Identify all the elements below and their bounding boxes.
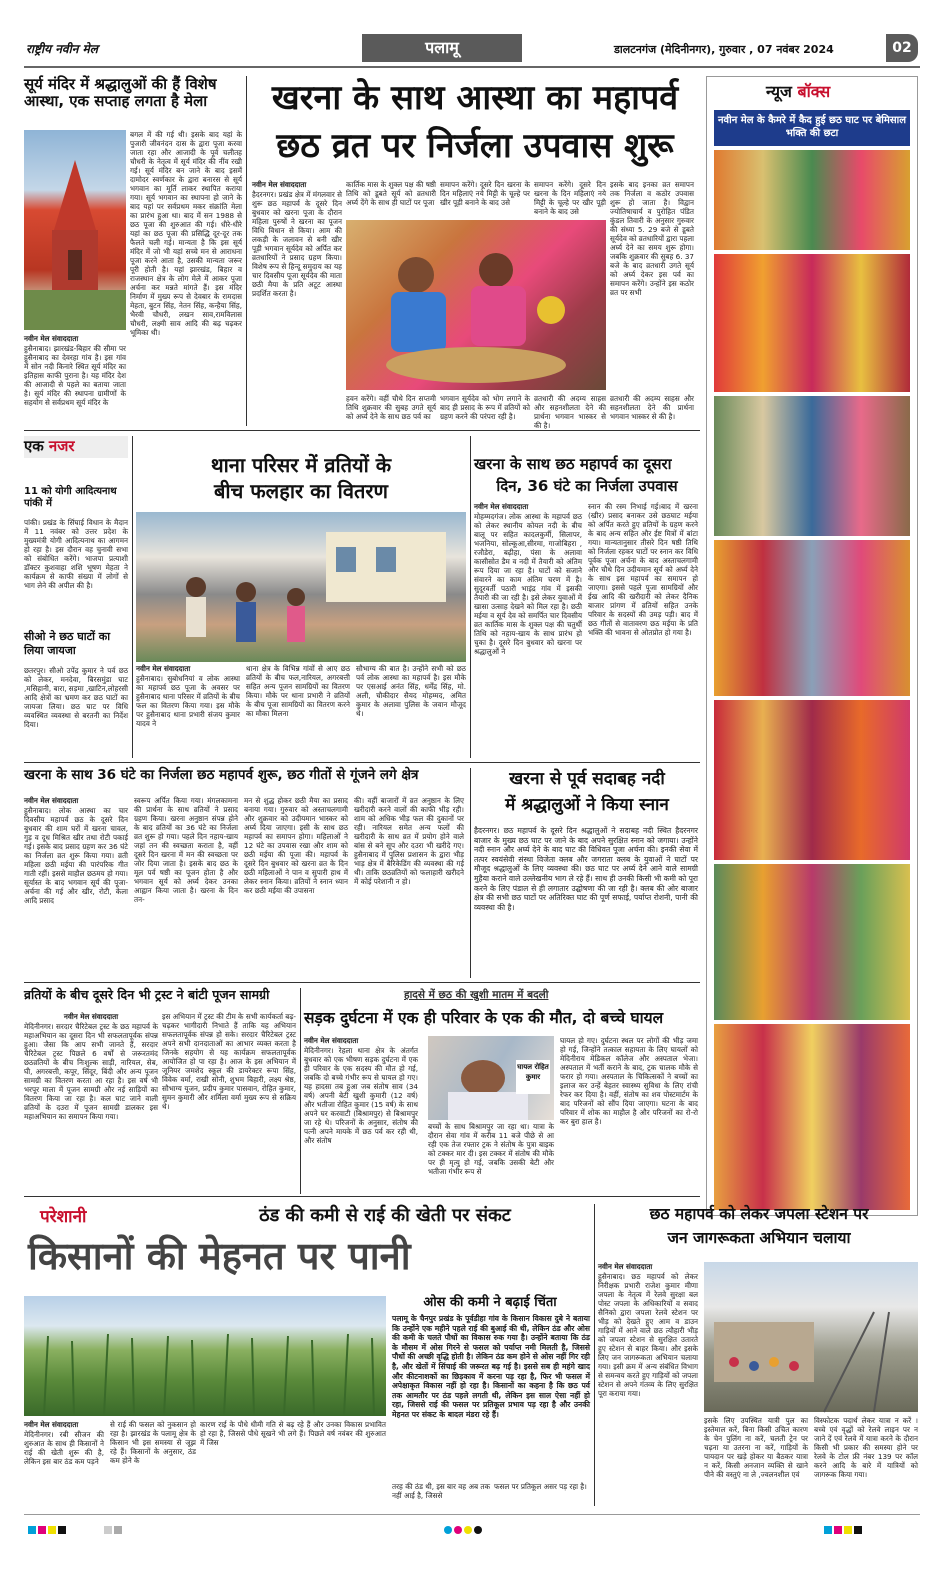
trust-headline: व्रतियों के बीच दूसरे दिन भी ट्रस्ट ने बांटी पूजन सामग्री bbox=[24, 987, 270, 1002]
kharna-illustration bbox=[346, 220, 606, 390]
injured-caption: घायल रोहित कुमार bbox=[516, 1060, 550, 1094]
accident-byline: नवीन मेल संवाददाता bbox=[304, 1036, 359, 1045]
accident-kicker: हादसे में छठ की खुशी मातम में बदली bbox=[404, 989, 549, 1001]
japla-col-2: इसके लिए उपस्थित यात्री पुल का इस्तेमाल करें, बिना किसी उचित कारण के चेन पुलिंग ना करें, चलती ट्रेन पर चढ़ना या उतरना ना करें, गाड़ियों के पायदान पर खड़े होकर या बैठकर यात्रा न करें, किसी अनजान व्यक्ति से खाने पीने की वस्तुएं ना ले ,ज्वलनशील एवं bbox=[704, 1416, 808, 1479]
kisan-byline: नवीन मेल संवाददाता bbox=[24, 1420, 79, 1429]
station-illustration bbox=[704, 1262, 918, 1412]
paper-name: राष्ट्रीय नवीन मेल bbox=[26, 42, 98, 56]
main-col-7: व्रतधारी की अदम्य साहस और सहनशीलता देने की प्रार्थना भगवान भास्कर से की है। bbox=[610, 394, 694, 421]
main-col-3b: समापन करेंगे। दूसरे दिन खरना के दिन महिलाएं नये मिट्टी के चूल्हे पर खीर पूड़ी बनाने के बाद उसे bbox=[534, 180, 606, 216]
kisan-col-3: कारण राई के पौधे धीमी गति से बढ़ रहे हैं और उनका विकास प्रभावित हो रहा है, जिससे पौधे सूखने भी लगे हैं। पिछले वर्ष नवंबर की शुरुआत में जिस bbox=[200, 1420, 386, 1447]
trust-col-1: मेदिनीनगर। सरदार चैरिटेबल ट्रस्ट के छठ महापर्व के महाअभियान का दूसरा दिन भी सफलतापूर्वक संपन्न हुआ। जैसा कि आप सभी जानते हैं, सरदार चैरिटेबल ट्रस्ट पिछले 6 वर्षों से जरूरतमंद छठव्रतियों के बीच निःशुल्क साड़ी, नारियल, सेब, घी, अगरबत्ती, कपूर, सिंदूर, बिंदी और अन्य पूजन सामग्री का वितरण करता आ रहा है। इस वर्ष भी भरपूर माला में पूजन सामग्री और नई साड़ियों का वितरण किया जा रहा है। कल घाट जाने वाली व्रतियों के दउरा में पूजन सामग्री डालकर इस महाअभियान का समापन किया गया। bbox=[24, 1022, 158, 1121]
ek-nazar-label-1: एक bbox=[24, 437, 44, 455]
surya-body-2: हुसैनाबाद। झारखंड-बिहार की सीमा पर हुसैनाबाद का देवरहा गांव है। इस गांव में सोन नदी किनारे स्थित सूर्य मंदिर का इतिहास काफी पुराना है। यह मंदिर देश की आजादी से पहले का बताया जाता है। सूर्य मंदिर की स्थापना ग्रामीणों के सहयोग से सर्वप्रथम सूर्य मंदिर के bbox=[24, 344, 126, 407]
thana-photo bbox=[136, 512, 466, 662]
kisan-col-4: तरह की ठंड थी, इस बार वह अब तक नहीं आई है, जिससे bbox=[392, 1482, 490, 1500]
news-box-label-2: बॉक्स bbox=[797, 82, 831, 101]
kisan-col-2: से राई की फसल को नुकसान हो रहा है। झारखंड के पलामू क्षेत्र के किसान भी इस समस्या से जूझ रहे हैं। किसानों के अनुसार, ठंड कम होने के bbox=[110, 1420, 196, 1465]
main-col-6: भगवान सूर्यदेव को भोग लगाने के बाद ही प्रसाद के रूप में व्रतियों को ग्रहण करने की परंपरा रही है। bbox=[440, 394, 530, 421]
temple-illustration bbox=[24, 130, 126, 330]
accident-col-1: मेदिनीनगर। रेहला थाना क्षेत्र के अंतर्गत बुधवार को एक भीषण सड़क दुर्घटना में एक ही परिवार के एक सदस्य की मौत हो गई, जबकि दो बच्चे गंभीर रूप से घायल हो गए। यह हादसा तब हुआ जब संतोष साव (34 वर्ष) अपनी बेटी खुशी कुमारी (12 वर्ष) और भतीजा रोहित कुमार (15 वर्ष) के साथ अपने घर करवाटी (बिश्रामपुर) से बिश्रामपुर जा रहे थे। परिजनों के अनुसार, संतोष की पत्नी अपने मायके में छठ पर्व कर रही थी, और संतोष bbox=[304, 1046, 418, 1145]
trust-byline: नवीन मेल संवाददाता bbox=[63, 1012, 119, 1021]
thana-illustration bbox=[136, 512, 466, 662]
surya-byline: नवीन मेल संवाददाता bbox=[24, 334, 79, 343]
ek-nazar-body-2: छतरपुर। सीओ उपेंद्र कुमार ने पर्व छठ को लेकर, मनदेवा, बिरसमुंडा घाट ,मसिहानी, बारा, सड़मा ,खाटिन,लोहरसी आदि क्षेत्रों का भ्रमण कर छठ घाटों का जायजा लिया। छठ घाट पर विधि व्यवस्थित व्यवस्था से बरतनी का निर्देश दिया। bbox=[24, 666, 128, 729]
ek-nazar-headline-2: सीओ ने छठ घाटों का लिया जायजा bbox=[24, 630, 111, 657]
thana-byline: नवीन मेल संवाददाता bbox=[136, 664, 191, 673]
gallery-photo-7 bbox=[714, 1024, 910, 1210]
japla-byline: नवीन मेल संवाददाता bbox=[598, 1262, 653, 1271]
kharna-din-col-2: स्नान की रस्म निभाई गई।बाद में खरना (खीर) प्रसाद बनाकर उसे छठघाट मईया को अर्पित करते हुए व्रतियों के ग्रहण करने के बाद अन्य सहित और ईष्ट मित्रों में बांटा गया। मान्यतानुसार तीसरे दिन षष्ठी तिथि को निर्जला रहकर घाटों पर स्नान कर विधि पूर्वक पूजा अर्चना के बाद अस्ताचलगामी और चौथे दिन उदीयमान सूर्य को अर्घ्य देने के साथ इस महापर्व का समापन हो जाएगा। इससे पहले पूजा सामग्रियों और ईख आदि की खरीदारी को लेकर दैनिक बाजार प्रांगण में व्रतियों सहित उनके परिवार के सदस्यों की उमड़ पड़ी। बाद में छठ गीतों से वातावरण छठ मईया के प्रति भक्ति की भावना से ओतप्रोत हो गया है। bbox=[588, 502, 698, 637]
gallery-photo-2 bbox=[714, 254, 910, 392]
hours36-col-2: स्वरूप अर्पित किया गया। मंगलकामना की प्रार्थना के साथ व्रतियों ने प्रसाद ग्रहण किया। खरना अनुष्ठान संपन्न होने के बाद व्रतियों का 36 घंटे का निर्जला व्रत शुरू हो गया। पहले दिन नहाय-खाय जहां तन की स्वच्छता कराता है, वहीं दूसरे दिन खरना में मन की स्वच्छता पर जोर दिया जाता है। इसके बाद छठ के मूल पर्व षष्ठी का पूजन होता है और भगवान सूर्य को अर्घ्य देकर उनका आह्वान किया जाता है। खरना के दिन तन- bbox=[134, 796, 238, 904]
thana-headline-2: बीच फलहार का वितरण bbox=[213, 479, 389, 503]
thana-headline-1: थाना परिसर में व्रतियों के bbox=[210, 453, 392, 477]
main-col-7b: व्रतधारी की अदम्य साहस और सहनशीलता देने की प्रार्थना भगवान भास्कर से की है। bbox=[534, 394, 606, 430]
kisan-box-title: ओस की कमी ने बढ़ाई चिंता bbox=[423, 1295, 557, 1310]
ek-nazar-headline-1: 11 को योगी आदित्यनाथ पांकी में bbox=[24, 486, 117, 509]
japla-headline-1: छठ महापर्व को लेकर जपला स्टेशन पर bbox=[649, 1205, 869, 1223]
mustard-field-photo bbox=[24, 1296, 386, 1416]
dateline: डालटनगंज (मेदिनीनगर), गुरुवार , 07 नवंबर 2024 bbox=[614, 43, 834, 56]
news-box-caption: नवीन मेल के कैमरे में कैद हुई छठ घाट पर बेमिसाल भक्ति की छटा bbox=[714, 110, 910, 146]
kisan-col-5: फसल पर प्रतिकूल असर पड़ रहा है। bbox=[494, 1482, 587, 1491]
surya-body-1: बगल में की गई थी। इसके बाद यहां के पुजारी जीवनंदन दास के द्वारा पूजा करवा जाता रहा और आजादी के पूर्व चलीतह चौधरी के नेतृत्व में सूर्य मंदिर की नींव रखी गई। सूर्य मंदिर बन जाने के बाद इसमें दामोदर स्वर्णकार के द्वारा बनारस से सूर्य भगवान का मूर्ति लाकर स्थापित कराया गया। सूर्य भगवान का स्थापना हो जाने के बाद यहां पर सर्वप्रथम मकर संक्रांति मेला का प्रारंभ हुआ था। बाद में सन 1988 से छठ पूजा की शुरुआत की गई। धीरे-धीरे यहां का छठ पूजा की प्रसिद्धि दूर-दूर तक फैलते चली गई। मान्यता है कि इस सूर्य मंदिर में जो भी यहां सच्चे मन से आराधना पूजा करने आता है, उसकी मान्यता जरूर पूरी होती है। यहां झारखंड, बिहार व राजस्थान क्षेत्र के लोग मेले में आकर पूजा अर्चना कर मन्नते मांगते हैं। इस मंदिर निर्माण में मुख्य रूप से देवबार के रामदास मेहता, बुटन सिंह, नेतन सिंह, कन्हैया सिंह, भैरवी चौधरी, लखन साव,रामविलास चौधरी, लक्ष्मी साव आदि की बढ़ चढ़कर भूमिका थी। bbox=[130, 130, 242, 337]
masthead bbox=[24, 34, 924, 64]
kisan-kicker: परेशानी bbox=[40, 1204, 136, 1228]
kharna-din-col-1: मोहम्मदगंज। लोक आस्था के महापर्व छठ को लेकर स्थानीय कोयल नदी के बीच बालू पर सहित कादलकुर्मी, सिलापर, भजनिया, सोल्कूआ,सीरमा, गाजोबिहरा , रजौडेरा, बढ़ीहा, पंसा के अलावा कासीसोत डैम व नदी में तैयारी को अंतिम रूप दिया जा रहा है। घाटों को सजाने संवारने का काम अंतिम चरण में है। सुदूरवर्ती पठारी भाइंद्र गांव में इसकी तैयारी की जा रही है। इसे लेकर युवाओं में खासा उत्साह देखने को मिल रहा है। छठी मईया व सूर्य देव को समर्पित चार दिवसीय व्रत कार्तिक मास के शुक्ल पक्ष की चतुर्थी तिथि को नहाय-खाय के साथ प्रारंभ हो चुका है। दूसरे दिन बुधवार को खरना पर श्रद्धालुओं ने bbox=[474, 512, 582, 656]
gallery-photo-3 bbox=[714, 396, 910, 536]
main-byline: नवीन मेल संवाददाता bbox=[252, 180, 307, 189]
kharna-photo bbox=[346, 220, 606, 390]
gallery-photo-1 bbox=[714, 150, 910, 250]
surya-headline: सूर्य मंदिर में श्रद्धालुओं की हैं विशेष आस्था, एक सप्ताह लगता है मेला bbox=[24, 75, 217, 111]
sadabah-body: हैदरनगर। छठ महापर्व के दूसरे दिन श्रद्धालुओं ने सदाबह नदी स्थित हैदरनगर बाजार के मुख्य छठ घाट पर जाने के बाद अपने सुरक्षित स्नान को जगाया। उन्होंने नदी स्नान और अर्घ्य देने के बाद घाट की विधिवत पूजा अर्चना की। इनकी सेवा में तत्पर स्वयंसेवी संस्था विजेता क्लब और जगराता क्लब के युवाओं ने घाटों पर मौजूद श्रद्धालुओं के लिए व्यवस्था की। छठ घाट पर अर्घ्य देने आने वाले सामग्री मुहैया कराने वाले उल्लेखनीय भाग ले रहे हैं। साथ ही उनकी किसी भी कमी को पूरा करने के लिए पंडाल से ही लगातार उद्घोषणा की जा रही है। क्लब की ओर बाजार क्षेत्र की सभी छठ घाटों पर अतिरिक्त घाट की पूर्ण सफाई, पर्याप्त रोशनी, पानी की व्यवस्था की है। bbox=[474, 826, 698, 912]
kisan-col-1: मेदिनीनगर। रबी सीजन की शुरुआत के साथ ही किसानों ने राई की खेती शुरू की है, लेकिन इस बार ठंड कम पड़ने bbox=[24, 1430, 104, 1466]
gallery-photo-4 bbox=[714, 540, 910, 696]
news-box-label bbox=[766, 80, 830, 102]
accident-col-3: घायल हो गए। दुर्घटना स्थल पर लोगों की भीड़ जमा हो गई, जिन्होंने तत्काल सहायता के लिए घायलों को मेदिनीराय मेडिकल कॉलेज और अस्पताल भेजा। अस्पताल में भर्ती कराने के बाद, ट्रक चालक मौके से फरार हो गया। अस्पताल के चिकित्सकों ने बच्चों का इलाज कर उन्हें बेहतर स्वास्थ्य सुविधा के लिए रांची रेफर कर दिया है। वहीं, संतोष का शव पोस्टमार्टम के बाद परिजनों को सौंप दिया जाएगा। घटना के बाद परिवार में शोक का माहौल है और परिजनों का रो-रो कर बुरा हाल है। bbox=[560, 1036, 698, 1126]
kisan-subhead: ठंड की कमी से राई की खेती पर संकट bbox=[259, 1205, 511, 1226]
main-col-3: समापन करेंगे। दूसरे दिन खरना के दिन महिलाएं नये मिट्टी के चूल्हे पर खीर पूड़ी बनाने के बाद उसे bbox=[440, 180, 530, 207]
gallery-photo-5 bbox=[714, 700, 910, 860]
hours36-col-1: हुसैनाबाद। लोक आस्था का चार दिवसीय महापर्व छठ के दूसरे दिन बुधवार की शाम घरों में खरना चावल, गुड़ व दूध मिश्रित खीर तथा रोटी पकाई गई। इसके बाद प्रसाद ग्रहण कर 36 घंटे का निर्जला व्रत शुरू किया गया। व्रती महिला छठी मईया की पारंपरिक गीत गाती रहीं। इससे माहौल छठमय हो गया। सूर्यास्त के बाद भगवान सूर्य की पूजा-अर्चना की गई और खीर, रोटी, केला आदि प्रसाद bbox=[24, 806, 128, 905]
station-photo bbox=[704, 1262, 918, 1412]
injured-photo bbox=[428, 1036, 554, 1120]
ek-nazar-label bbox=[24, 436, 128, 458]
hours36-col-4: की। वहीं बाजारों में व्रत अनुष्ठान के लिए खरीदारी करने वालों की काफी भीड़ रही। शाम को अधिक भीड़ फल की दुकानों पर रही। नारियल समेत अन्य फलों की खरीदारी के साथ व्रत में प्रयोग होने वाले बांस से बने सूप और दउरा भी खरीदे गए। हुसैनाबाद में पुलिस प्रशासन के द्वारा भीड़ भाड़ क्षेत्र में बैरिकेडिंग की व्यवस्था की गई थी। ताकि छठव्रतियों को फलाहारी खरीदने में कोई परेशानी न हो। bbox=[354, 796, 464, 886]
japla-headline-2: जन जागरूकता अभियान चलाया bbox=[667, 1229, 851, 1247]
ek-nazar-body-1: पांकी। प्रखंड के सिंघाई विधान के मैदान में 11 नवंबर को उत्तर प्रदेश के मुख्यमंत्री योगी आदित्यनाथ का आगमन हो रहा है। इस दौरान वह चुनावी सभा को संबोधित करेंगे। भाजपा प्रत्याशी डॉक्टर कुशवाहा शशि भूषण मेहता ने कार्यक्रम से काफी संख्या में लोगों से भाग लेने की अपील की है। bbox=[24, 518, 128, 590]
hours36-col-3: मन से शुद्ध होकर छठी मैया का प्रसाद बनाया गया। गुरुवार को अस्ताचलगामी और शुक्रवार को उदीयमान भास्कर को अर्घ्य दिया जाएगा। इसी के साथ छठ महापर्व का समापन होगा। महिलाओं ने 12 घंटे का उपवास रखा और शाम को छठी मईया की पूजा की। महापर्व के दूसरे दिन बुधवार को खरना व्रत के दिन छठी महिलाओं ने पान व सुपारी हाथ में लेकर स्नान किया। व्रतियों ने स्नान ध्यान कर छठी मईया की उपासना bbox=[244, 796, 348, 895]
page-number: 02 bbox=[886, 34, 918, 62]
top-rule bbox=[24, 66, 920, 68]
temple-photo bbox=[24, 130, 126, 330]
section-title: पलामू bbox=[362, 34, 522, 62]
accident-headline: सड़क दुर्घटना में एक ही परिवार के एक की मौत, दो बच्चे घायल bbox=[304, 1009, 664, 1027]
sadabah-headline-1: खरना से पूर्व सदाबह नदी bbox=[509, 769, 665, 789]
accident-col-2: बच्चों के साथ बिश्रामपुर जा रहा था। यात्रा के दौरान सेवा गांव में करीब 11 बजे पीछे से आ रही एक तेज रफ्तार ट्रक ने संतोष के पुत्रा बाइक को टक्कर मार दी। इस टक्कर में संतोष की मौके पर ही मृत्यु हो गई, जबकि उसकी बेटी और भतीजा गंभीर रूप से bbox=[428, 1122, 554, 1176]
ek-nazar-label-2: नजर bbox=[48, 437, 75, 455]
kisan-box-body: पलामू के चैनपुर प्रखंड के पूर्वडीहा गांव के किसान विकास दुबे ने बताया कि उन्होंने एक महीने पहले राई की बुआई की थी, लेकिन ठंड और ओस की कमी के चलते पौधों का विकास रुक गया है। उन्होंने बताया कि ठंड के मौसम में ओस गिरने से फसल को पर्याप्त नमी मिलती है, जिससे पौधों की अच्छी वृद्धि होती है। लेकिन ठंड कम होने से ओस नहीं गिर रही है, और खेतों में सिंचाई की जरूरत बढ़ गई है। इससे सब ही महंगे खाद और कीटनाशकों का छिड़काव में करना पड़ रहा है, फिर भी फसल में अपेक्षाकृत विकास नहीं हो रहा है। किसानों का कहना है कि छठ पर्व तक आमतौर पर ठंड पहले लगती थी, लेकिन इस साल ऐसा नहीं हो रहा, जिससे राई की फसल पर प्रतिकूल प्रभाव पड़ रहा है और उनकी मेहनत पर संकट के बादल मंडरा रहे हैं। bbox=[392, 1314, 590, 1419]
news-box-label-1: न्यूज bbox=[766, 82, 792, 101]
main-col-5: हवन करेंगे। वहीं चौथे दिन सप्तमी तिथि शुक्रवार की सुबह उगते सूर्य को अर्घ्य देने के साथ छठ पर्व का bbox=[346, 394, 436, 421]
japla-col-1: हुसैनाबाद। छठ महापर्व को लेकर निरीक्षक प्रभारी राजेश कुमार मीणा जपला के नेतृत्व में रेलवे सुरक्षा बल पोस्ट जपला के अधिकारियों व सवाद सैनिको द्वारा जपला रेलवे स्टेशन पर भीड़ को देखते हुए आम व डाउन गाड़ियों में आने वाले छठ त्यौहारी भीड़ को जपला स्टेशन से सुरक्षित उतारते हुए स्टेशन से बाहर किया। और इसके लिए जन जागरूकता अभियान चलाया गया। इसी क्रम में अन्य संबंधित विभाग से समन्वय करते हुए गाड़ियों को जपला स्टेशन से अपने गंतव्य के लिए सुरक्षित पूरा कराया गया। bbox=[598, 1272, 698, 1398]
kharna-din-headline-1: खरना के साथ छठ महापर्व का दूसरा bbox=[474, 455, 672, 473]
thana-col-3: सौभाग्य की बात है। उन्होंने सभी को छठ पर्व लोक आस्था का महापर्व है। इस मौके पर एसआई अनंत सिंह, धर्मेंद्र सिंह, मो. अली, चौकीदार सैयद मोहम्मद, अमित कुमार के अलावा पुलिस के जवान मौजूद थे। bbox=[356, 664, 466, 718]
hours36-headline: खरना के साथ 36 घंटे का निर्जला छठ महापर्व शुरू, छठ गीतों से गूंजने लगे क्षेत्र bbox=[24, 767, 419, 783]
trust-col-2: इस अभियान में ट्रस्ट की टीम के सभी कार्यकर्ता बढ़-चढ़कर भागीदारी निभाते हैं ताकि यह अभियान सफलतापूर्वक संपन्न हो सके। सरदार चैरिटेबल ट्रस्ट अपने सभी दानदाताओं का आभार व्यक्त करता है जिनके सहयोग से यह कार्यक्रम सफलतापूर्वक आयोजित हो पा रहा है। आज के इस अभियान में जूनियर जमशेद स्कूल की डायरेक्टर रूपा सिंह, विवेक वर्मा, राखी सोनी, शुभम बिहारी, लक्ष्य श्रेष्ठ, सौभाग्य यूजन, प्रदीप कुमार पासवान, रोहित कुमार, सुमन कुमारी और शर्मिला वर्मा मुख्य रूप से सक्रिय थे। bbox=[162, 1012, 296, 1111]
main-col-2: कार्तिक मास के शुक्ल पक्ष की षष्ठी तिथि को डूबते सूर्य को व्रतधारी अर्घ्य देंगे के साथ ही घाटों पर पूजा bbox=[346, 180, 436, 207]
main-col-4: इसके बाद इनका व्रत समापन तक निर्जला व कठोर उपवास शुरू हो जाता है। विद्वान ज्योतिषाचार्य व पुरोहित पंडित कुंडल तिवारी के अनुसार गुरुवार की संध्या 5. 29 बजे से डूबते सूर्यदेव को व्रतधारियों द्वारा पहला अर्घ्य देने का समय शुरू होगा। जबकि शुक्रवार की सुबह 6. 37 बजे के बाद व्रतधारी उगते सूर्य को अर्घ्य देकर इस पर्व का समापन करेंगे। उन्होंने इस कठोर व्रत पर सभी bbox=[610, 180, 694, 297]
kisan-headline: किसानों की मेहनत पर पानी bbox=[28, 1234, 411, 1278]
color-registration-marks bbox=[24, 1525, 920, 1535]
main-headline-1: खरना के साथ आस्था का महापर्व bbox=[271, 78, 679, 118]
thana-col-1: हुसैनाबाद। सुबोधनियां व लोक आस्था का महापर्व छठ पूजा के अवसर पर हुसैनाबाद थाना परिसर में व्रतियों के बीच फल का वितरण किया गया। इस मौके पर हुसैनाबाद थाना प्रभारी संजय कुमार यादव ने bbox=[136, 674, 240, 728]
japla-col-3: विस्फोटक पदार्थ लेकर यात्रा न करें । बच्चे एवं वृद्धों को रेलवे लाइन पर न जाने दें एवं रेलवे में यात्रा करने के दौरान किसी भी प्रकार की समस्या होने पर रेलवे के टोल फ्री नंबर 139 पर कॉल करने आदि के बारे में यात्रियों को जागरूक किया गया। bbox=[814, 1416, 918, 1479]
kharna-din-byline: नवीन मेल संवाददाता bbox=[474, 502, 529, 511]
hours36-byline: नवीन मेल संवाददाता bbox=[24, 796, 79, 805]
sadabah-headline-2: में श्रद्धालुओं ने किया स्नान bbox=[505, 795, 669, 815]
kharna-din-headline-2: दिन, 36 घंटे का निर्जला उपवास bbox=[496, 477, 678, 495]
main-headline-2: छठ व्रत पर निर्जला उपवास शुरू bbox=[276, 126, 674, 166]
field-illustration bbox=[24, 1296, 386, 1416]
gallery-photo-6 bbox=[714, 864, 910, 1020]
print-color-bar bbox=[24, 1520, 920, 1530]
main-col-1: हैदरनगर। प्रखंड क्षेत्र में मंगलवार से शुरू छठ महापर्व के दूसरे दिन बुधवार को खरना पूजा के दौरान महिला पुरुषों ने खरना का पूजन विधि विधान से किया। आम की लकड़ी के जलावन से बनी खीर पूड़ी भगवान सूर्यदेव को अर्पित कर व्रतधारियों ने प्रसाद ग्रहण किया। विशेष रूप से हिन्दू समुदाय का यह चार दिवसीय पूजा सूर्यदेव की माता छठी मैया के प्रति अटूट आस्था प्रदर्शित करता है। bbox=[252, 190, 342, 298]
thana-col-2: थाना क्षेत्र के विभिन्न गांवों से आए छठ व्रतियों के बीच फल,नारियल, अगरबत्ती सहित अन्य पूजन सामग्रियों का वितरण किया। मौके पर थाना प्रभारी ने व्रतियों के बीच पूजा सामग्रियों का वितरण करने का मौका मिलना bbox=[246, 664, 350, 718]
